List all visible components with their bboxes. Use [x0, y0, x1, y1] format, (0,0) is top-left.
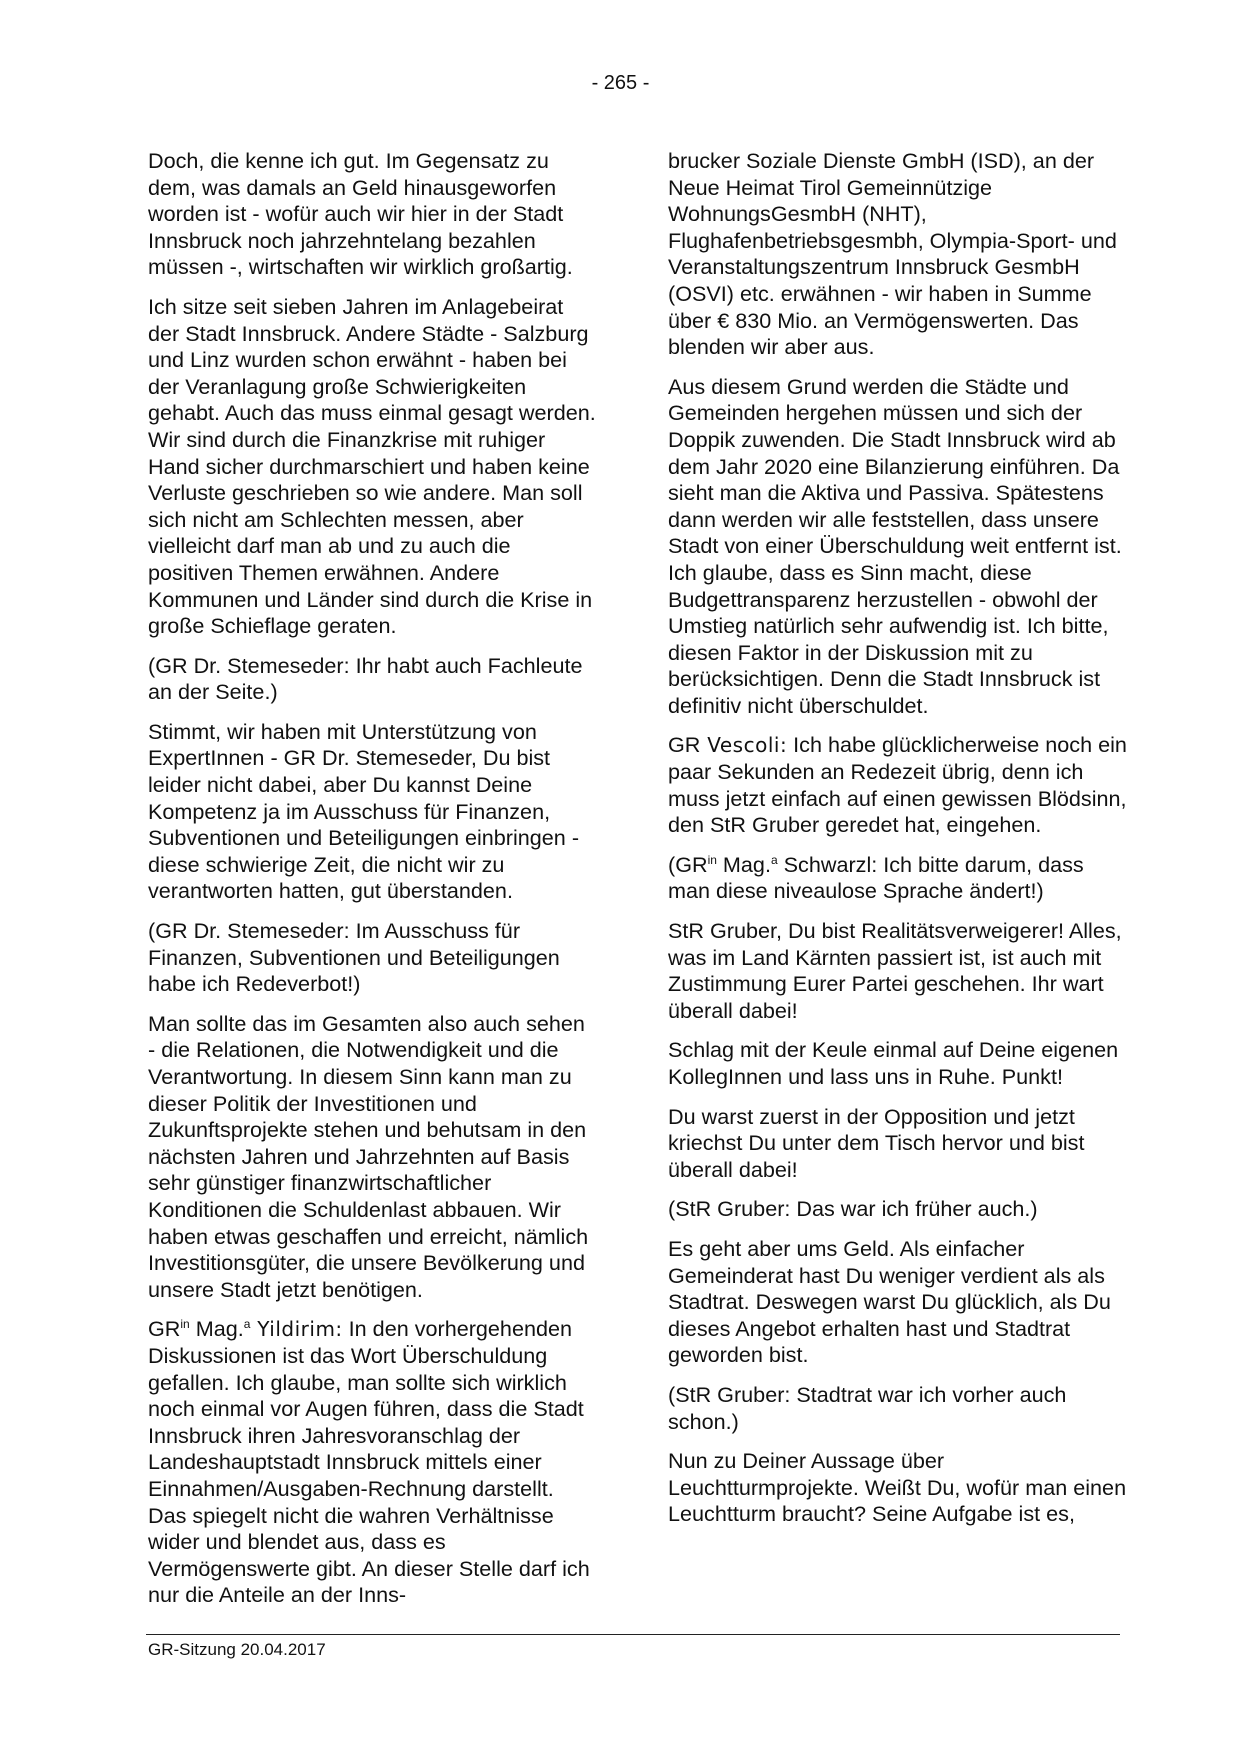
paragraph: Es geht aber ums Geld. Als einfacher Gemeinderat hast Du weniger verdient als als Stadtrat. Deswegen warst Du glücklich, als Du dieses Angebot erhalten hast und Stadtrat geworden bist. [668, 1235, 1111, 1368]
speech-text: In den vorhergehenden Diskussionen ist das Wort Überschuldung gefallen. Ich glaube, man sollte sich wirklich noch einmal vor Augen führen, dass die Stadt Innsbruck ihren Jahresvoranschlag der Landeshauptstadt Innsbruck mittels einer Einnahmen/Ausgaben-Rechnung darstellt. Das spiegelt nicht die wahren Verhältnisse wider und blendet aus, dass es Vermögenswerte gibt. An dieser Stelle darf ich nur die Anteile an der Inns- [148, 1316, 590, 1608]
paragraph: Du warst zuerst in der Opposition und jetzt kriechst Du unter dem Tisch hervor und bist überall dabei! [668, 1103, 1085, 1182]
right-column [668, 148, 1128, 1541]
speech-vescoli [668, 732, 1128, 838]
interjection: (GR Dr. Stemeseder: Im Ausschuss für Finanzen, Subventionen und Beteiligungen habe ich Redeverbot!) [148, 918, 560, 997]
paragraph: brucker Soziale Dienste GmbH (ISD), an der Neue Heimat Tirol Gemeinnützige WohnungsGesmbH (NHT), Flughafenbetriebsgesmbh, Olympia-Sport- und Veranstaltungszentrum Innsbruck GesmbH (OSVI) etc. erwähnen - wir haben in Summe über € 830 Mio. an Vermögenswerten. Das blenden wir aber aus. [668, 148, 1117, 360]
interjection: (StR Gruber: Das war ich früher auch.) [668, 1196, 1038, 1222]
speaker-name: Vescoli: [700, 733, 788, 758]
paragraph: Ich sitze seit sieben Jahren im Anlagebeirat der Stadt Innsbruck. Andere Städte - Salzburg und Linz wurden schon erwähnt - haben bei der Veranlagung große Schwierigkeiten gehabt. Auch das muss einmal gesagt werden. Wir sind durch die Finanzkrise mit ruhiger Hand sicher durchmarschiert und haben keine Verluste geschrieben so wie andere. Man soll sich nicht am Schlechten messen, aber vielleicht darf man ab und zu auch die positiven Themen erwähnen. Andere Kommunen und Länder sind durch die Krise in große Schieflage geraten. [148, 293, 596, 639]
speaker-title: GR [148, 1316, 181, 1342]
footer-divider [146, 1634, 1120, 1635]
superscript: in [707, 852, 717, 867]
paragraph: Doch, die kenne ich gut. Im Gegensatz zu dem, was damals an Geld hinausgeworfen worden ist - wofür auch wir hier in der Stadt Innsbruck noch jahrzehntelang bezahlen müssen -, wirtschaften wir wirklich großartig. [148, 148, 573, 280]
speaker-title: Mag. [189, 1316, 244, 1342]
speaker-title: GR [668, 732, 701, 758]
speech-yildirim [148, 1316, 598, 1609]
footer-session-label: GR-Sitzung 20.04.2017 [148, 1640, 326, 1659]
interjection-schwarzl [668, 852, 1128, 905]
interjection-text: Schwarzl: Ich bitte darum, dass man diese niveaulose Sprache ändert!) [668, 851, 1084, 904]
superscript: in [180, 1317, 190, 1332]
paragraph: Nun zu Deiner Aussage über Leuchtturmprojekte. Weißt Du, wofür man einen Leuchtturm braucht? Seine Aufgabe ist es, [668, 1448, 1127, 1527]
page-number: - 265 - [591, 72, 650, 94]
interjection: (GR Dr. Stemeseder: Ihr habt auch Fachleute an der Seite.) [148, 652, 583, 705]
paragraph: Schlag mit der Keule einmal auf Deine eigenen KollegInnen und lass uns in Ruhe. Punkt! [668, 1037, 1119, 1089]
speaker-title: (GR [668, 851, 708, 877]
superscript: a [770, 852, 778, 867]
paragraph: Aus diesem Grund werden die Städte und Gemeinden hergehen müssen und sich der Doppik zuwenden. Die Stadt Innsbruck wird ab dem Jahr 2020 eine Bilanzierung einführen. Da sieht man die Aktiva und Passiva. Spätestens dann werden wir alle feststellen, dass unsere Stadt von einer Überschuldung weit entfernt ist. Ich glaube, dass es Sinn macht, diese Budgettransparenz herzustellen - obwohl der Umstieg natürlich sehr aufwendig ist. Ich bitte, diesen Faktor in der Diskussion mit zu berücksichtigen. Denn die Stadt Innsbruck ist definitiv nicht überschuldet. [668, 373, 1122, 718]
paragraph: StR Gruber, Du bist Realitätsverweigerer! Alles, was im Land Kärnten passiert ist, ist auch mit Zustimmung Eurer Partei geschehen. Ihr wart überall dabei! [668, 918, 1122, 1023]
speaker-title: Mag. [716, 851, 771, 877]
paragraph: Stimmt, wir haben mit Unterstützung von ExpertInnen - GR Dr. Stemeseder, Du bist leider nicht dabei, aber Du kannst Deine Kompetenz ja im Ausschuss für Finanzen, Subventionen und Beteiligungen einbringen - diese schwierige Zeit, die nicht wir zu verantworten hatten, gut überstanden. [148, 718, 580, 904]
superscript: a [243, 1317, 251, 1332]
paragraph: Man sollte das im Gesamten also auch sehen - die Relationen, die Notwendigkeit und die Verantwortung. In diesem Sinn kann man zu dieser Politik der Investitionen und Zukunftsprojekte stehen und behutsam in den nächsten Jahren und Jahrzehnten auf Basis sehr günstiger finanzwirtschaftlicher Konditionen die Schuldenlast abbauen. Wir haben etwas geschaffen und erreicht, nämlich Investitionsgüter, die unsere Bevölkerung und unsere Stadt jetzt benötigen. [148, 1010, 589, 1302]
interjection: (StR Gruber: Stadtrat war ich vorher auch schon.) [668, 1381, 1067, 1434]
left-column [148, 148, 598, 1622]
speech-text: Ich habe glücklicherweise noch ein paar Sekunden an Redezeit übrig, denn ich muss jetzt einfach auf einen gewissen Blödsinn, den StR Gruber geredet hat, eingehen. [668, 732, 1127, 838]
speaker-name: Yildirim: [250, 1317, 343, 1342]
